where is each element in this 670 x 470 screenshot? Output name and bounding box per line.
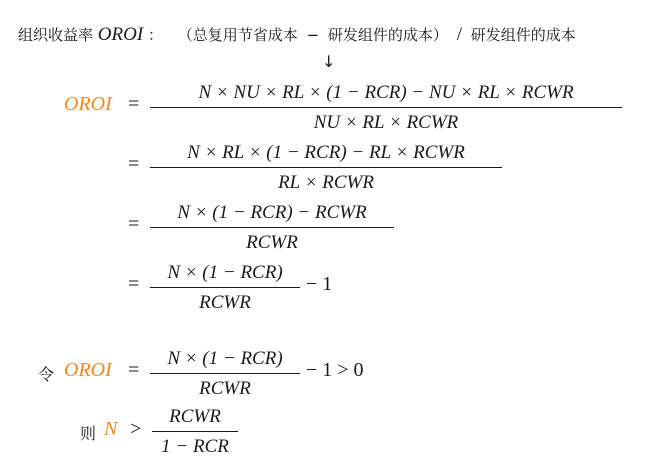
fraction-bar [152,431,238,432]
equals-sign: = [128,273,140,295]
numerator: N × (1 − RCR) [167,348,283,369]
equals-sign: = [128,359,140,381]
fraction-bar [150,107,622,108]
fraction-bar [150,227,394,228]
down-arrow-icon: ↓ [322,52,336,71]
header-minus: − [306,26,320,44]
header-tail: 研发组件的成本 [470,26,576,44]
fraction-condition [150,346,300,402]
condition-tail: − 1 > 0 [306,359,364,381]
header-open: （总复用节省成本 [177,26,298,44]
equals-sign: = [128,153,140,175]
numerator: N × NU × RL × (1 − RCR) − NU × RL × RCWR [198,82,574,103]
numerator: N × RL × (1 − RCR) − RL × RCWR [187,142,465,163]
numerator: N × (1 − RCR) − RCWR [177,202,367,223]
fraction-result [152,404,238,460]
numerator: RCWR [169,406,221,427]
denominator: NU × RL × RCWR [313,112,459,134]
denominator: RCWR [199,378,251,400]
denominator: 1 − RCR [161,436,229,458]
fraction-bar [150,167,502,168]
condition-prefix: 令 [38,365,55,384]
equals-sign: = [128,213,140,235]
condition-oroi: OROI [64,359,112,381]
denominator: RCWR [246,232,298,254]
lhs-oroi: OROI [64,93,112,115]
header-label: 组织收益率 [18,26,94,44]
header-var: OROI [97,24,144,45]
fraction-step4 [150,260,300,316]
header-slash: / [456,24,462,45]
header-colon: ： [147,26,163,44]
fraction-step1 [150,80,622,136]
fraction-step2 [150,140,502,196]
header-mid: 研发组件的成本） [327,26,448,44]
numerator: N × (1 − RCR) [167,262,283,283]
fraction-step3 [150,200,394,256]
denominator: RL × RCWR [278,172,374,194]
header-line [18,24,576,46]
denominator: RCWR [199,292,251,314]
result-var: N [104,418,118,440]
result-prefix: 则 [80,424,97,443]
greater-than: > [130,418,142,440]
minus-one: − 1 [306,273,333,295]
equals-sign: = [128,93,140,115]
fraction-bar [150,373,300,374]
fraction-bar [150,287,300,288]
